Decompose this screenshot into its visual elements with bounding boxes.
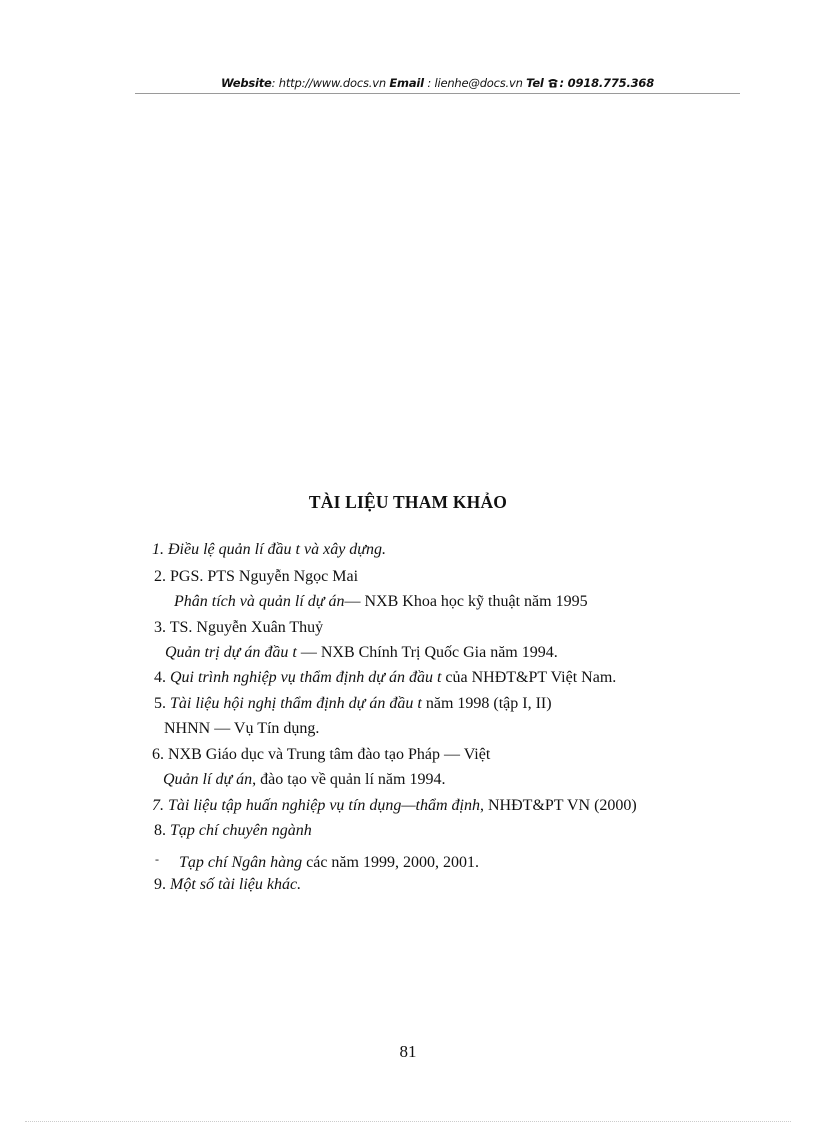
ref-4 (154, 668, 616, 688)
ref-1-title: 1. Điều lệ quản lí đầu t và xây dựng. (152, 541, 387, 558)
ref-4-number: 4. (154, 669, 170, 686)
ref-6-detail (163, 770, 445, 790)
ref-6-author: 6. NXB Giáo dục và Trung tâm đào tạo Pháp — Việt (152, 746, 491, 763)
ref-8-sub (155, 849, 479, 873)
ref-9-title: Một số tài liệu khác. (170, 876, 302, 893)
tel-value: : 0918.775.368 (559, 76, 655, 90)
email-label: Email (389, 76, 424, 90)
ref-8-title: Tạp chí chuyên ngành (170, 822, 312, 839)
ref-5 (154, 694, 552, 714)
ref-3-detail (165, 643, 558, 663)
ref-2-detail (174, 592, 588, 612)
footer-dotted-line (25, 1121, 791, 1122)
website-label: Website (220, 76, 272, 90)
ref-4-title: Qui trình nghiệp vụ thẩm định dự án đầu t (170, 669, 442, 686)
ref-3-title: Quản trị dự án đầu t (165, 644, 297, 661)
page-title: TÀI LIỆU THAM KHẢO (308, 492, 508, 512)
website-value: : http://www.docs.vn (271, 76, 390, 90)
page-number: 81 (399, 1042, 417, 1061)
tel-label: Tel (526, 76, 548, 90)
ref-6-note: , đào tạo về quản lí năm 1994. (252, 771, 446, 788)
ref-8-sub-bullet: - (155, 852, 159, 866)
ref-5-publisher (164, 719, 319, 739)
ref-5-publisher-text: NHNN — Vụ Tín dụng. (164, 720, 320, 737)
ref-6 (152, 745, 490, 765)
ref-8-sub-years: các năm 1999, 2000, 2001. (302, 854, 479, 871)
ref-2-title: Phân tích và quản lí dự án (174, 593, 345, 610)
ref-9 (154, 875, 301, 895)
ref-2-publisher: — NXB Khoa học kỹ thuật năm 1995 (344, 593, 588, 610)
ref-2 (154, 567, 358, 587)
header-divider (135, 93, 740, 94)
ref-2-author: 2. PGS. PTS Nguyễn Ngọc Mai (154, 568, 359, 585)
ref-5-detail: năm 1998 (tập I, II) (421, 695, 552, 712)
ref-7 (152, 796, 637, 816)
email-value: : lienhe@docs.vn (423, 76, 527, 90)
ref-6-title: Quản lí dự án (163, 771, 253, 788)
ref-8-sub-title: Tạp chí Ngân hàng (179, 854, 303, 871)
ref-8-number: 8. (154, 822, 170, 839)
ref-7-title: 7. Tài liệu tập huấn nghiệp vụ tín dụng—thẩm định (152, 797, 480, 814)
ref-4-publisher: của NHĐT&PT Việt Nam. (441, 669, 617, 686)
ref-3-publisher: — NXB Chính Trị Quốc Gia năm 1994. (296, 644, 558, 661)
phone-icon (547, 78, 559, 88)
ref-9-number: 9. (154, 876, 170, 893)
ref-3-author: 3. TS. Nguyễn Xuân Thuỷ (154, 619, 324, 636)
ref-3 (154, 618, 323, 638)
ref-7-publisher: , NHĐT&PT VN (2000) (480, 797, 637, 814)
ref-5-number: 5. (154, 695, 170, 712)
ref-5-title: Tài liệu hội nghị thẩm định dự án đầu t (170, 695, 422, 712)
page-header (135, 76, 740, 90)
ref-1 (152, 540, 386, 560)
ref-8 (154, 821, 312, 841)
